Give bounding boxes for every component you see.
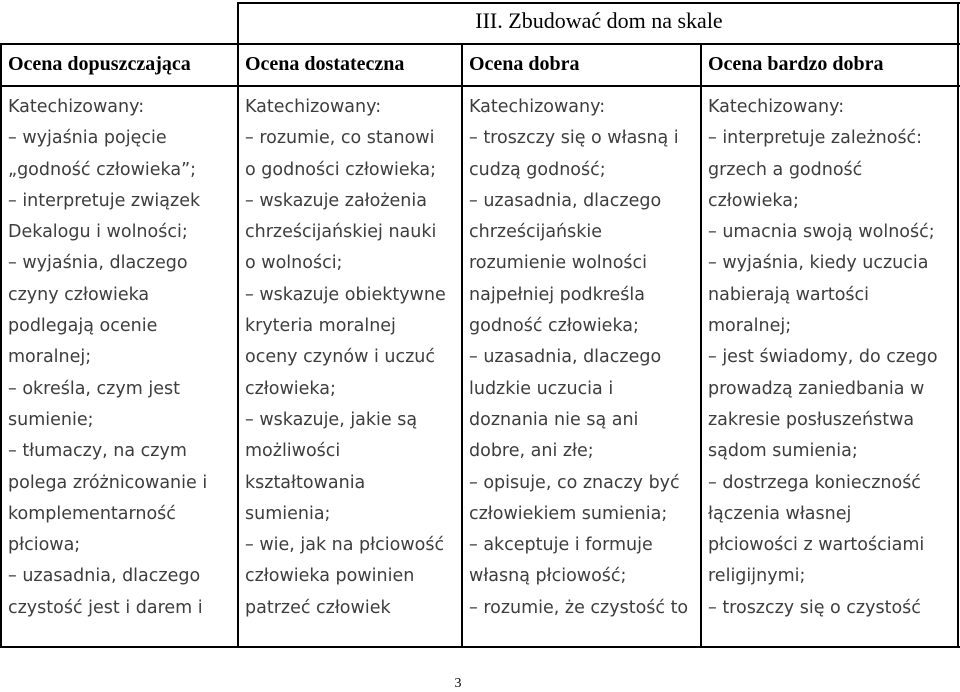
requirement-line: sądom sumienia;: [708, 441, 858, 462]
table-rule: [0, 43, 960, 45]
requirement-line: – uzasadnia, dlaczego: [8, 566, 201, 587]
requirement-line: komplementarność: [8, 503, 176, 524]
requirement-line: – umacnia swoją wolność;: [708, 222, 935, 243]
requirement-line: – troszczy się o własną i: [469, 128, 679, 149]
requirement-line: własną płciowość;: [469, 566, 627, 587]
requirement-line: najpełniej podkreśla: [469, 284, 646, 305]
requirement-line: – jest świadomy, do czego: [708, 347, 938, 368]
requirement-line: – wyjaśnia, kiedy uczucia: [708, 253, 929, 274]
requirement-line: – interpretuje zależność:: [708, 128, 923, 149]
requirement-line: Katechizowany:: [469, 97, 606, 117]
requirement-line: płciowa;: [8, 535, 81, 556]
requirement-line: Katechizowany:: [8, 97, 145, 117]
requirement-line: podlegają ocenie: [8, 316, 158, 337]
requirement-line: – wskazuje, jakie są: [245, 409, 418, 430]
requirement-line: kryteria moralnej: [245, 316, 396, 337]
requirement-line: o wolności;: [245, 253, 343, 274]
requirement-line: człowieka powinien: [245, 566, 415, 587]
requirement-line: – interpretuje związek: [8, 190, 201, 211]
requirement-line: doznania nie są ani: [469, 409, 639, 430]
requirement-line: – akceptuje i formuje: [469, 535, 653, 556]
requirement-line: kształtowania: [245, 472, 366, 493]
table-border-bottom: [0, 646, 960, 648]
requirement-line: – opisuje, co znaczy być: [469, 472, 680, 493]
cell-bardzo-dobra: [708, 92, 938, 624]
header-dopuszczajaca: Ocena dopuszczająca: [8, 53, 191, 75]
requirement-line: człowieka;: [245, 378, 336, 399]
requirement-line: rozumienie wolności: [469, 253, 648, 274]
requirement-line: – określa, czym jest: [8, 378, 180, 399]
table-border-top: [238, 2, 960, 4]
requirement-line: Katechizowany:: [245, 97, 382, 117]
cell-dopuszczajaca: [8, 92, 207, 624]
cell-dostateczna: [245, 92, 446, 624]
requirement-line: chrześcijańskie: [469, 222, 603, 243]
requirement-line: sumienie;: [8, 409, 94, 430]
requirement-line: – rozumie, co stanowi: [245, 128, 435, 149]
requirement-line: grzech a godność: [708, 159, 863, 180]
requirement-line: możliwości: [245, 441, 341, 462]
requirement-line: łączenia własnej: [708, 503, 852, 524]
requirement-line: Dekalogu i wolności;: [8, 222, 188, 243]
requirement-line: patrzeć człowiek: [245, 597, 391, 618]
requirement-line: płciowości z wartościami: [708, 535, 925, 556]
table-col-divider: [461, 43, 463, 648]
requirement-line: moralnej;: [708, 316, 792, 337]
requirement-line: – wyjaśnia pojęcie: [8, 128, 167, 149]
table-border-right: [957, 2, 959, 648]
requirement-line: człowiekiem sumienia;: [469, 503, 668, 524]
requirement-line: ludzkie uczucia i: [469, 378, 614, 399]
requirement-line: oceny czynów i uczuć: [245, 347, 435, 368]
requirement-line: czystość jest i darem i: [8, 597, 203, 618]
requirement-line: polega zróżnicowanie i: [8, 472, 208, 493]
requirement-line: – troszczy się o czystość: [708, 597, 921, 618]
header-bardzo-dobra: Ocena bardzo dobra: [708, 53, 884, 75]
requirement-line: dobre, ani złe;: [469, 441, 594, 462]
requirement-line: – dostrzega konieczność: [708, 472, 921, 493]
requirement-line: godność człowieka;: [469, 316, 639, 337]
requirement-line: prowadzą zaniedbania w: [708, 378, 925, 399]
requirement-line: cudzą godność;: [469, 159, 606, 180]
table-rule: [0, 85, 960, 87]
requirement-line: moralnej;: [8, 347, 92, 368]
cell-dobra: [469, 92, 688, 624]
page-number: 3: [454, 676, 462, 691]
requirement-line: – tłumaczy, na czym: [8, 441, 187, 462]
requirement-line: – wyjaśnia, dlaczego: [8, 253, 188, 274]
requirement-line: religijnymi;: [708, 566, 806, 587]
requirement-line: Katechizowany:: [708, 97, 845, 117]
table-col-divider: [237, 43, 239, 648]
table-border-left: [0, 43, 2, 648]
section-title: III. Zbudować dom na skale: [475, 8, 723, 33]
requirement-line: – uzasadnia, dlaczego: [469, 190, 662, 211]
requirement-line: – rozumie, że czystość to: [469, 597, 689, 618]
header-dobra: Ocena dobra: [469, 53, 580, 75]
requirement-line: – wskazuje założenia: [245, 190, 427, 211]
requirement-line: – uzasadnia, dlaczego: [469, 347, 662, 368]
requirement-line: „godność człowieka”;: [8, 159, 197, 180]
requirement-line: – wie, jak na płciowość: [245, 535, 445, 556]
requirement-line: nabierają wartości: [708, 284, 870, 305]
requirement-line: człowieka;: [708, 190, 799, 211]
header-dostateczna: Ocena dostateczna: [245, 53, 405, 75]
table-col-divider: [700, 43, 702, 648]
requirement-line: chrześcijańskiej nauki: [245, 222, 437, 243]
requirement-line: – wskazuje obiektywne: [245, 284, 446, 305]
requirement-line: o godności człowieka;: [245, 159, 437, 180]
requirement-line: zakresie posłuszeństwa: [708, 409, 915, 430]
requirement-line: czyny człowieka: [8, 284, 150, 305]
requirement-line: sumienia;: [245, 503, 331, 524]
